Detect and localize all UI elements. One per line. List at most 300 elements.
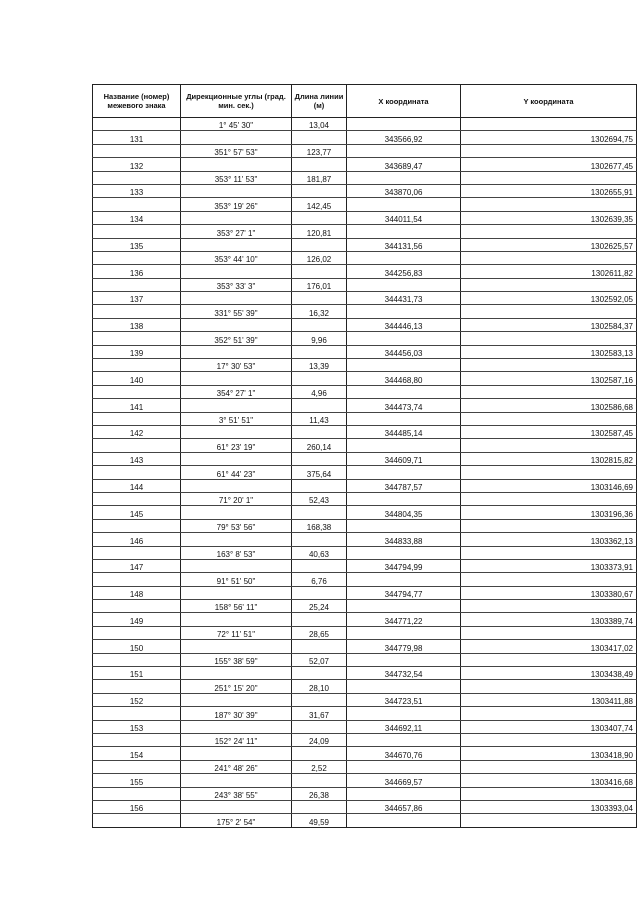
cell-marker-name: 154 xyxy=(93,747,181,760)
cell-line-length: 260,14 xyxy=(292,439,347,452)
cell-marker-name: 150 xyxy=(93,640,181,653)
cell-marker-name xyxy=(93,439,181,452)
table-row xyxy=(93,653,637,666)
cell-y-coordinate: 1303146,69 xyxy=(461,479,637,492)
cell-line-length xyxy=(292,265,347,278)
cell-line-length: 28,10 xyxy=(292,680,347,693)
cell-line-length xyxy=(292,158,347,171)
cell-direction-angle xyxy=(181,506,292,519)
cell-line-length xyxy=(292,693,347,706)
cell-x-coordinate: 344779,98 xyxy=(347,640,461,653)
cell-x-coordinate: 344794,99 xyxy=(347,559,461,572)
cell-x-coordinate: 344787,57 xyxy=(347,479,461,492)
cell-x-coordinate: 344473,74 xyxy=(347,399,461,412)
cell-marker-name xyxy=(93,626,181,639)
cell-marker-name: 131 xyxy=(93,131,181,144)
cell-line-length xyxy=(292,452,347,465)
cell-y-coordinate xyxy=(461,171,637,184)
cell-line-length: 24,09 xyxy=(292,733,347,746)
cell-line-length: 181,87 xyxy=(292,171,347,184)
cell-line-length: 6,76 xyxy=(292,573,347,586)
cell-direction-angle xyxy=(181,345,292,358)
cell-line-length xyxy=(292,533,347,546)
cell-direction-angle xyxy=(181,292,292,305)
cell-direction-angle xyxy=(181,158,292,171)
table-row xyxy=(93,439,637,452)
cell-x-coordinate xyxy=(347,359,461,372)
cell-marker-name xyxy=(93,760,181,773)
table-row xyxy=(93,238,637,251)
table-row xyxy=(93,546,637,559)
cell-direction-angle: 155° 38' 59" xyxy=(181,653,292,666)
cell-line-length: 25,24 xyxy=(292,600,347,613)
table-row xyxy=(93,265,637,278)
cell-line-length: 142,45 xyxy=(292,198,347,211)
table-row xyxy=(93,640,637,653)
cell-direction-angle xyxy=(181,533,292,546)
table-row xyxy=(93,492,637,505)
cell-marker-name xyxy=(93,118,181,131)
cell-marker-name xyxy=(93,171,181,184)
cell-x-coordinate xyxy=(347,680,461,693)
cell-marker-name: 147 xyxy=(93,559,181,572)
cell-marker-name: 136 xyxy=(93,265,181,278)
cell-x-coordinate: 343870,06 xyxy=(347,184,461,197)
table-row xyxy=(93,760,637,773)
cell-direction-angle: 71° 20' 1" xyxy=(181,492,292,505)
cell-line-length xyxy=(292,747,347,760)
cell-direction-angle xyxy=(181,265,292,278)
cell-direction-angle: 187° 30' 39" xyxy=(181,707,292,720)
cell-x-coordinate xyxy=(347,251,461,264)
cell-line-length: 126,02 xyxy=(292,251,347,264)
cell-y-coordinate: 1303407,74 xyxy=(461,720,637,733)
cell-direction-angle: 158° 56' 11" xyxy=(181,600,292,613)
cell-y-coordinate: 1302625,57 xyxy=(461,238,637,251)
table-row xyxy=(93,278,637,291)
cell-marker-name xyxy=(93,359,181,372)
cell-x-coordinate xyxy=(347,707,461,720)
cell-direction-angle xyxy=(181,399,292,412)
cell-line-length xyxy=(292,613,347,626)
cell-y-coordinate xyxy=(461,305,637,318)
cell-y-coordinate xyxy=(461,492,637,505)
cell-marker-name: 134 xyxy=(93,211,181,224)
cell-direction-angle xyxy=(181,693,292,706)
cell-line-length xyxy=(292,479,347,492)
table-row xyxy=(93,626,637,639)
cell-y-coordinate xyxy=(461,814,637,827)
cell-y-coordinate xyxy=(461,787,637,800)
table-row xyxy=(93,586,637,599)
table-row xyxy=(93,144,637,157)
table-row xyxy=(93,519,637,532)
cell-x-coordinate: 344833,88 xyxy=(347,533,461,546)
cell-y-coordinate xyxy=(461,439,637,452)
cell-y-coordinate xyxy=(461,278,637,291)
cell-x-coordinate xyxy=(347,733,461,746)
cell-direction-angle: 1° 45' 30" xyxy=(181,118,292,131)
table-row xyxy=(93,305,637,318)
cell-marker-name: 155 xyxy=(93,774,181,787)
cell-direction-angle: 163° 8' 53" xyxy=(181,546,292,559)
cell-y-coordinate xyxy=(461,707,637,720)
table-row xyxy=(93,506,637,519)
cell-x-coordinate xyxy=(347,118,461,131)
cell-line-length xyxy=(292,559,347,572)
cell-line-length: 120,81 xyxy=(292,225,347,238)
cell-direction-angle xyxy=(181,425,292,438)
cell-line-length xyxy=(292,345,347,358)
cell-direction-angle: 61° 44' 23" xyxy=(181,466,292,479)
cell-direction-angle xyxy=(181,559,292,572)
cell-direction-angle: 352° 51' 39" xyxy=(181,332,292,345)
cell-x-coordinate xyxy=(347,412,461,425)
cell-x-coordinate: 344256,83 xyxy=(347,265,461,278)
cell-marker-name xyxy=(93,492,181,505)
cell-x-coordinate xyxy=(347,332,461,345)
cell-marker-name: 149 xyxy=(93,613,181,626)
cell-marker-name: 145 xyxy=(93,506,181,519)
cell-marker-name xyxy=(93,787,181,800)
cell-y-coordinate xyxy=(461,385,637,398)
cell-y-coordinate: 1302586,68 xyxy=(461,399,637,412)
cell-y-coordinate: 1302587,45 xyxy=(461,425,637,438)
cell-marker-name: 137 xyxy=(93,292,181,305)
cell-marker-name: 144 xyxy=(93,479,181,492)
cell-y-coordinate xyxy=(461,573,637,586)
cell-line-length xyxy=(292,372,347,385)
cell-marker-name xyxy=(93,707,181,720)
table-row xyxy=(93,332,637,345)
cell-y-coordinate: 1303362,13 xyxy=(461,533,637,546)
cell-line-length: 2,52 xyxy=(292,760,347,773)
cell-y-coordinate: 1303418,90 xyxy=(461,747,637,760)
cell-direction-angle: 353° 44' 10" xyxy=(181,251,292,264)
cell-marker-name xyxy=(93,412,181,425)
cell-y-coordinate: 1303196,36 xyxy=(461,506,637,519)
cell-line-length: 4,96 xyxy=(292,385,347,398)
table-row xyxy=(93,251,637,264)
table-row xyxy=(93,613,637,626)
cell-direction-angle: 331° 55' 39" xyxy=(181,305,292,318)
cell-direction-angle xyxy=(181,318,292,331)
cell-line-length xyxy=(292,184,347,197)
cell-direction-angle xyxy=(181,479,292,492)
cell-direction-angle xyxy=(181,586,292,599)
cell-y-coordinate: 1303438,49 xyxy=(461,667,637,680)
cell-y-coordinate xyxy=(461,412,637,425)
cell-x-coordinate: 344468,80 xyxy=(347,372,461,385)
table-row xyxy=(93,720,637,733)
cell-x-coordinate: 344804,35 xyxy=(347,506,461,519)
cell-marker-name xyxy=(93,198,181,211)
cell-x-coordinate xyxy=(347,519,461,532)
table-row xyxy=(93,800,637,813)
cell-direction-angle xyxy=(181,372,292,385)
cell-line-length: 26,38 xyxy=(292,787,347,800)
cell-y-coordinate xyxy=(461,519,637,532)
cell-marker-name xyxy=(93,653,181,666)
header-direction-angle: Дирекционные углы (град. мин. сек.) xyxy=(181,85,292,118)
cell-y-coordinate: 1302592,05 xyxy=(461,292,637,305)
cell-y-coordinate: 1302655,91 xyxy=(461,184,637,197)
cell-x-coordinate: 343689,47 xyxy=(347,158,461,171)
cell-y-coordinate: 1302611,82 xyxy=(461,265,637,278)
table-row xyxy=(93,184,637,197)
cell-marker-name xyxy=(93,251,181,264)
table-row xyxy=(93,158,637,171)
cell-y-coordinate xyxy=(461,198,637,211)
cell-line-length xyxy=(292,667,347,680)
cell-marker-name: 151 xyxy=(93,667,181,680)
cell-line-length xyxy=(292,800,347,813)
table-row xyxy=(93,359,637,372)
cell-marker-name xyxy=(93,519,181,532)
table-row xyxy=(93,225,637,238)
table-row xyxy=(93,573,637,586)
cell-direction-angle xyxy=(181,667,292,680)
cell-marker-name: 140 xyxy=(93,372,181,385)
cell-line-length xyxy=(292,586,347,599)
cell-line-length: 31,67 xyxy=(292,707,347,720)
cell-y-coordinate xyxy=(461,626,637,639)
table-row xyxy=(93,559,637,572)
cell-x-coordinate xyxy=(347,600,461,613)
cell-y-coordinate: 1303411,88 xyxy=(461,693,637,706)
cell-line-length xyxy=(292,318,347,331)
cell-direction-angle: 351° 57' 53" xyxy=(181,144,292,157)
table-row xyxy=(93,774,637,787)
cell-line-length xyxy=(292,774,347,787)
cell-marker-name xyxy=(93,573,181,586)
cell-marker-name xyxy=(93,733,181,746)
cell-x-coordinate xyxy=(347,466,461,479)
table-row xyxy=(93,131,637,144)
table-row xyxy=(93,372,637,385)
table-row xyxy=(93,680,637,693)
cell-line-length: 9,96 xyxy=(292,332,347,345)
table-row xyxy=(93,733,637,746)
cell-marker-name: 142 xyxy=(93,425,181,438)
cell-marker-name xyxy=(93,278,181,291)
cell-direction-angle: 353° 27' 1" xyxy=(181,225,292,238)
cell-marker-name: 156 xyxy=(93,800,181,813)
table-row xyxy=(93,479,637,492)
cell-y-coordinate: 1302584,37 xyxy=(461,318,637,331)
cell-marker-name: 139 xyxy=(93,345,181,358)
cell-marker-name: 153 xyxy=(93,720,181,733)
table-row xyxy=(93,600,637,613)
cell-line-length xyxy=(292,292,347,305)
table-row xyxy=(93,345,637,358)
table-row xyxy=(93,667,637,680)
table-row xyxy=(93,171,637,184)
cell-x-coordinate: 344485,14 xyxy=(347,425,461,438)
cell-x-coordinate xyxy=(347,171,461,184)
cell-x-coordinate: 344431,73 xyxy=(347,292,461,305)
cell-line-length: 40,63 xyxy=(292,546,347,559)
cell-y-coordinate: 1302677,45 xyxy=(461,158,637,171)
cell-direction-angle: 353° 11' 53" xyxy=(181,171,292,184)
header-marker-name: Название (номер) межевого знака xyxy=(93,85,181,118)
cell-direction-angle: 241° 48' 26" xyxy=(181,760,292,773)
cell-x-coordinate: 344692,11 xyxy=(347,720,461,733)
cell-y-coordinate xyxy=(461,466,637,479)
cell-direction-angle: 79° 53' 56" xyxy=(181,519,292,532)
cell-marker-name xyxy=(93,144,181,157)
cell-line-length: 16,32 xyxy=(292,305,347,318)
cell-x-coordinate xyxy=(347,814,461,827)
cell-y-coordinate: 1303393,04 xyxy=(461,800,637,813)
cell-direction-angle xyxy=(181,800,292,813)
table-header-row xyxy=(93,85,637,118)
cell-marker-name xyxy=(93,332,181,345)
cell-direction-angle: 152° 24' 11" xyxy=(181,733,292,746)
cell-x-coordinate xyxy=(347,144,461,157)
cell-x-coordinate: 344670,76 xyxy=(347,747,461,760)
cell-x-coordinate: 344446,13 xyxy=(347,318,461,331)
cell-y-coordinate xyxy=(461,144,637,157)
cell-x-coordinate xyxy=(347,787,461,800)
table-row xyxy=(93,385,637,398)
cell-x-coordinate: 344131,56 xyxy=(347,238,461,251)
cell-y-coordinate xyxy=(461,546,637,559)
cell-y-coordinate xyxy=(461,760,637,773)
cell-marker-name: 148 xyxy=(93,586,181,599)
cell-x-coordinate xyxy=(347,225,461,238)
cell-marker-name: 133 xyxy=(93,184,181,197)
table-row xyxy=(93,425,637,438)
cell-x-coordinate xyxy=(347,385,461,398)
cell-line-length xyxy=(292,720,347,733)
cell-x-coordinate xyxy=(347,626,461,639)
cell-x-coordinate: 344794,77 xyxy=(347,586,461,599)
table-row xyxy=(93,707,637,720)
cell-x-coordinate: 344771,22 xyxy=(347,613,461,626)
cell-y-coordinate xyxy=(461,733,637,746)
cell-line-length: 168,38 xyxy=(292,519,347,532)
cell-line-length: 13,39 xyxy=(292,359,347,372)
cell-marker-name: 138 xyxy=(93,318,181,331)
table-row xyxy=(93,466,637,479)
header-x-coordinate: X координата xyxy=(347,85,461,118)
table-row xyxy=(93,318,637,331)
cell-direction-angle: 61° 23' 19" xyxy=(181,439,292,452)
cell-marker-name xyxy=(93,305,181,318)
cell-direction-angle xyxy=(181,238,292,251)
cell-marker-name: 135 xyxy=(93,238,181,251)
cell-marker-name: 132 xyxy=(93,158,181,171)
cell-x-coordinate xyxy=(347,198,461,211)
cell-x-coordinate xyxy=(347,278,461,291)
cell-line-length xyxy=(292,506,347,519)
cell-y-coordinate: 1303417,02 xyxy=(461,640,637,653)
cell-line-length xyxy=(292,425,347,438)
cell-marker-name xyxy=(93,225,181,238)
table-row xyxy=(93,693,637,706)
table-body xyxy=(93,118,637,828)
cell-marker-name xyxy=(93,814,181,827)
table-row xyxy=(93,211,637,224)
cell-y-coordinate xyxy=(461,359,637,372)
cell-direction-angle xyxy=(181,211,292,224)
cell-line-length xyxy=(292,640,347,653)
cell-line-length: 52,43 xyxy=(292,492,347,505)
cell-direction-angle xyxy=(181,747,292,760)
cell-line-length: 123,77 xyxy=(292,144,347,157)
header-line-length: Длина линии (м) xyxy=(292,85,347,118)
cell-x-coordinate: 344732,54 xyxy=(347,667,461,680)
cell-direction-angle xyxy=(181,184,292,197)
table-row xyxy=(93,399,637,412)
cell-x-coordinate xyxy=(347,760,461,773)
cell-y-coordinate xyxy=(461,680,637,693)
table-row xyxy=(93,787,637,800)
cell-line-length xyxy=(292,211,347,224)
cell-marker-name xyxy=(93,385,181,398)
cell-y-coordinate xyxy=(461,225,637,238)
cell-direction-angle: 243° 38' 55" xyxy=(181,787,292,800)
cell-direction-angle xyxy=(181,640,292,653)
header-y-coordinate: Y координата xyxy=(461,85,637,118)
cell-line-length: 176,01 xyxy=(292,278,347,291)
table-row xyxy=(93,412,637,425)
cell-direction-angle: 91° 51' 50" xyxy=(181,573,292,586)
cell-direction-angle: 3° 51' 51" xyxy=(181,412,292,425)
cell-x-coordinate: 344669,57 xyxy=(347,774,461,787)
cell-marker-name: 141 xyxy=(93,399,181,412)
cell-line-length xyxy=(292,238,347,251)
cell-x-coordinate: 344011,54 xyxy=(347,211,461,224)
cell-x-coordinate: 344456,03 xyxy=(347,345,461,358)
cell-direction-angle xyxy=(181,131,292,144)
table-row xyxy=(93,452,637,465)
cell-line-length xyxy=(292,131,347,144)
cell-direction-angle xyxy=(181,774,292,787)
cell-x-coordinate xyxy=(347,653,461,666)
table-row xyxy=(93,814,637,827)
cell-direction-angle: 72° 11' 51" xyxy=(181,626,292,639)
cell-marker-name: 146 xyxy=(93,533,181,546)
cell-direction-angle: 251° 15' 20" xyxy=(181,680,292,693)
cell-x-coordinate xyxy=(347,305,461,318)
cell-line-length: 28,65 xyxy=(292,626,347,639)
cell-x-coordinate xyxy=(347,439,461,452)
cell-line-length: 49,59 xyxy=(292,814,347,827)
table-row xyxy=(93,533,637,546)
table-row xyxy=(93,118,637,131)
cell-direction-angle xyxy=(181,613,292,626)
cell-direction-angle xyxy=(181,720,292,733)
cell-y-coordinate: 1303416,68 xyxy=(461,774,637,787)
cell-y-coordinate: 1303389,74 xyxy=(461,613,637,626)
cell-x-coordinate: 344723,51 xyxy=(347,693,461,706)
cell-y-coordinate xyxy=(461,251,637,264)
cell-y-coordinate xyxy=(461,653,637,666)
table-row xyxy=(93,292,637,305)
cell-y-coordinate xyxy=(461,332,637,345)
cell-y-coordinate: 1302694,75 xyxy=(461,131,637,144)
table-row xyxy=(93,198,637,211)
cell-marker-name: 143 xyxy=(93,452,181,465)
cell-y-coordinate: 1303373,91 xyxy=(461,559,637,572)
cell-y-coordinate: 1302587,16 xyxy=(461,372,637,385)
cell-x-coordinate: 344657,86 xyxy=(347,800,461,813)
cell-y-coordinate: 1303380,67 xyxy=(461,586,637,599)
cell-direction-angle: 354° 27' 1" xyxy=(181,385,292,398)
cell-marker-name xyxy=(93,546,181,559)
